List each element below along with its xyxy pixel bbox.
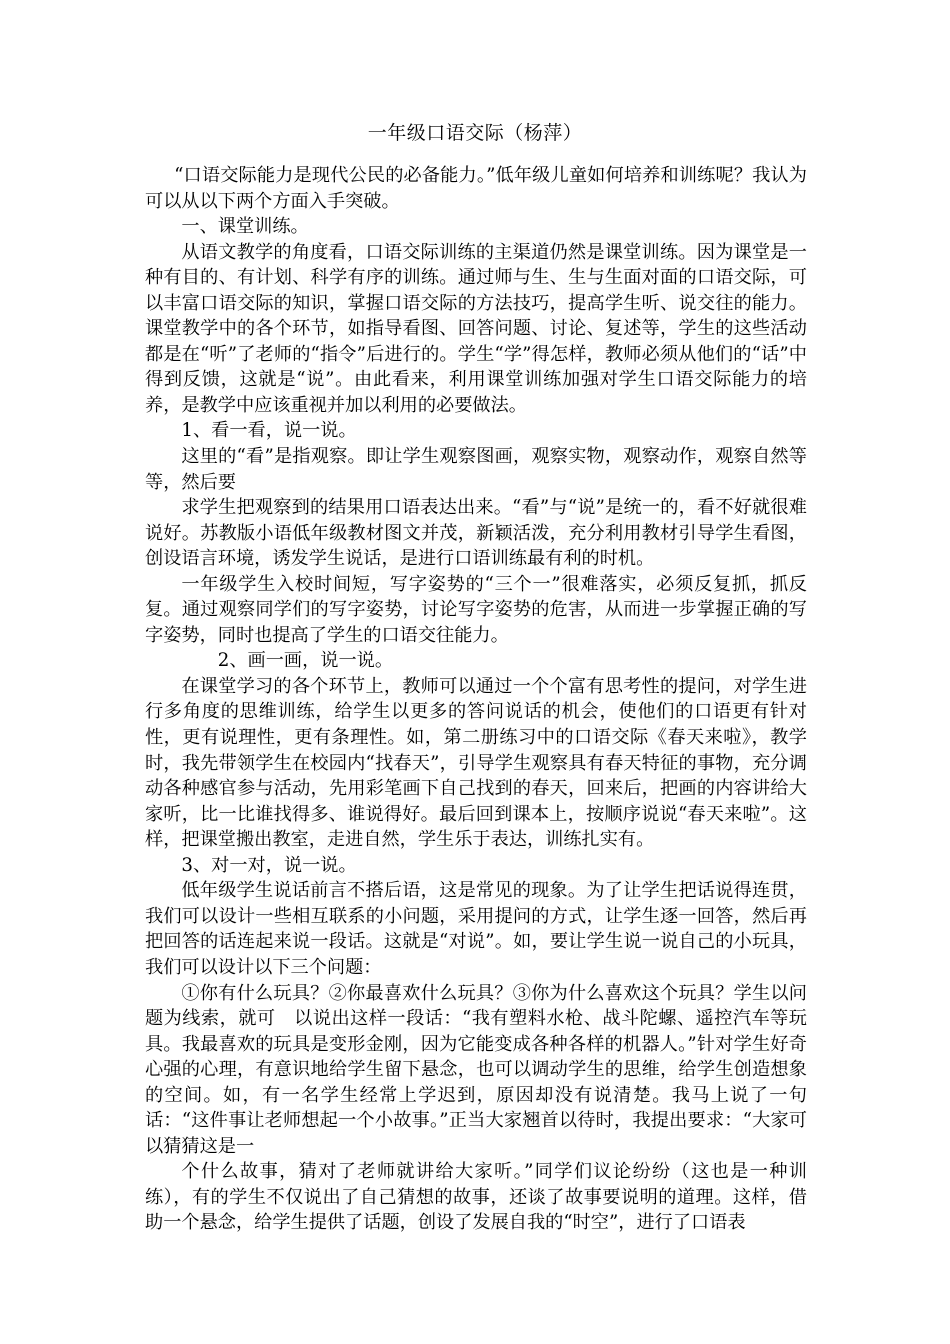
paragraph-observation-continued: 求学生把观察到的结果用口语表达出来。“看”与“说”是统一的，看不好就很难说好。苏教版小语低年级教材图文并茂，新颖活泼，充分利用教材引导学生看图，创设语言环境，诱发学生说话，是进行口语训练最有利的时机。 — [145, 497, 807, 570]
paragraph-classroom-training: 从语文教学的角度看，口语交际训练的主渠道仍然是课堂训练。因为课堂是一种有目的、有计划、科学有序的训练。通过师与生、生与生面对面的口语交际，可以丰富口语交际的知识，掌握口语交际的方法技巧，提高学生听、说交往的能力。课堂教学中的各个环节，如指导看图、回答问题、讨论、复述等，学生的这些活动都是在“听”了老师的“指令”后进行的。学生“学”得怎样，教师必须从他们的“话”中得到反馈，这就是“说”。由此看来，利用课堂训练加强对学生口语交际能力的培养，是教学中应该重视并加以利用的必要做法。 — [145, 241, 807, 416]
subheading-look-and-say: 1、看一看，说一说。 — [181, 420, 357, 442]
paragraph-toy-questions: ①你有什么玩具？②你最喜欢什么玩具？③你为什么喜欢这个玩具？学生以问题为线索，就可 以说出这样一段话：“我有塑料水枪、战斗陀螺、遥控汽车等玩具。我最喜欢的玩具是变形金刚，因为它能变成各种各样的机器人。”针对学生好奇心强的心理，有意识地给学生留下悬念，也可以调动学生的思维，给学生创造想象的空间。如，有一名学生经常上学迟到，原因却没有说清楚。我马上说了一句话：“这件事让老师想起一个小故事。”正当大家翘首以待时，我提出要求：“大家可以猜猜这是一 — [145, 982, 807, 1157]
paragraph-observation: 这里的“看”是指观察。即让学生观察图画，观察实物，观察动作，观察自然等等，然后要 — [145, 446, 807, 493]
subheading-pair-and-say: 3、对一对，说一说。 — [181, 854, 357, 876]
paragraph-coherent-speech: 低年级学生说话前言不搭后语，这是常见的现象。为了让学生把话说得连贯，我们可以设计一些相互联系的小问题，采用提问的方式，让学生逐一回答，然后再把回答的话连起来说一段话。这就是“对说”。如，要让学生说一说自己的小玩具，我们可以设计以下三个问题： — [145, 880, 807, 978]
section-heading-classroom-training: 一、课堂训练。 — [181, 216, 309, 238]
document-title: 一年级口语交际（杨萍） — [367, 122, 583, 144]
paragraph-story-suspense: 个什么故事，猜对了老师就讲给大家听。”同学们议论纷纷（这也是一种训练），有的学生不仅说出了自己猜想的故事，还谈了故事要说明的道理。这样，借助一个悬念，给学生提供了话题，创设了发展自我的“时空”，进行了口语表 — [145, 1161, 807, 1234]
paragraph-writing-posture: 一年级学生入校时间短，写字姿势的“三个一”很难落实，必须反复抓，抓反复。通过观察同学们的写字姿势，讨论写字姿势的危害，从而进一步掌握正确的写字姿势，同时也提高了学生的口语交往能力。 — [145, 573, 807, 646]
paragraph-intro: “口语交际能力是现代公民的必备能力。”低年级儿童如何培养和训练呢？我认为可以从以下两个方面入手突破。 — [145, 165, 807, 212]
paragraph-questioning: 在课堂学习的各个环节上，教师可以通过一个个富有思考性的提问，对学生进行多角度的思维训练，给学生以更多的答问说话的机会，使他们的口语更有针对性，更有说理性，更有条理性。如，第二册练习中的口语交际《春天来啦》，教学时，我先带领学生在校园内“找春天”，引导学生观察具有春天特征的事物，充分调动各种感官参与活动，先用彩笔画下自己找到的春天，回来后，把画的内容讲给大家听，比一比谁找得多、谁说得好。最后回到课本上，按顺序说说“春天来啦”。这样，把课堂搬出教室，走进自然，学生乐于表达，训练扎实有。 — [145, 675, 807, 851]
subheading-draw-and-say: 2、画一画，说一说。 — [217, 650, 394, 672]
document-body — [145, 163, 807, 1236]
